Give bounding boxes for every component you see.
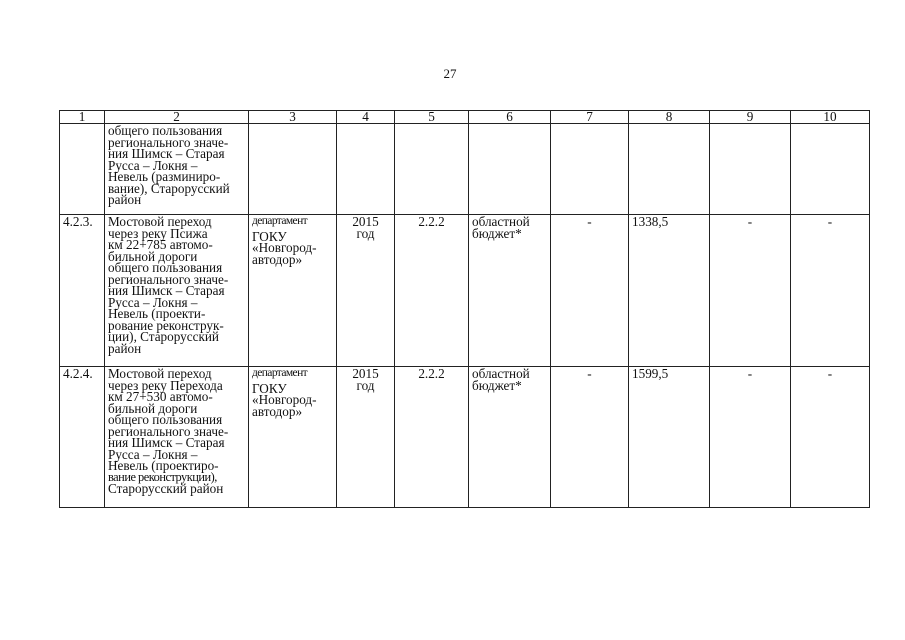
row-target bbox=[395, 124, 469, 215]
row-target: 2.2.2 bbox=[395, 367, 469, 508]
row-executor bbox=[249, 367, 337, 508]
row-number: 4.2.4. bbox=[60, 367, 105, 508]
row-source bbox=[469, 124, 551, 215]
table-row bbox=[60, 124, 870, 215]
executor-line: автодор» bbox=[252, 251, 303, 267]
name-line: район bbox=[108, 192, 142, 207]
table-row bbox=[60, 367, 870, 508]
name-line: общего пользования bbox=[108, 123, 223, 138]
name-line: рование реконструк- bbox=[108, 317, 224, 333]
header-cell: 4 bbox=[337, 111, 395, 124]
name-line: ния Шимск – Старая bbox=[108, 435, 225, 450]
name-line: Старорусский район bbox=[108, 481, 224, 496]
header-cell: 9 bbox=[710, 111, 791, 124]
name-line: регионального значе- bbox=[108, 134, 229, 150]
table-row bbox=[60, 215, 870, 367]
name-line: вание), Старорусский bbox=[108, 180, 230, 196]
name-line: через реку Перехода bbox=[108, 377, 223, 393]
name-line: общего пользования bbox=[108, 412, 223, 427]
row-source bbox=[469, 367, 551, 508]
header-cell: 1 bbox=[60, 111, 105, 124]
name-line: регионального значе- bbox=[108, 271, 229, 287]
name-line: Невель (проектиро- bbox=[108, 458, 219, 473]
name-line: бильной дороги bbox=[108, 248, 198, 264]
name-line: район bbox=[108, 340, 142, 356]
name-line: Мостовой переход bbox=[108, 366, 212, 381]
row-col9: - bbox=[710, 367, 791, 508]
row-col10: - bbox=[791, 215, 870, 367]
row-col7 bbox=[551, 124, 629, 215]
row-executor bbox=[249, 124, 337, 215]
name-line: Русса – Локня – bbox=[108, 157, 198, 173]
row-col10 bbox=[791, 124, 870, 215]
name-line: ния Шимск – Старая bbox=[108, 146, 225, 161]
header-cell: 6 bbox=[469, 111, 551, 124]
row-name bbox=[105, 124, 249, 215]
header-cell: 7 bbox=[551, 111, 629, 124]
name-line: ции), Старорусский bbox=[108, 329, 219, 344]
name-line: Невель (разминиро- bbox=[108, 169, 221, 184]
header-cell: 2 bbox=[105, 111, 249, 124]
header-cell: 10 bbox=[791, 111, 870, 124]
row-number bbox=[60, 124, 105, 215]
source-line: бюджет* bbox=[472, 225, 522, 241]
executor-line: «Новгород- bbox=[252, 392, 317, 407]
executor-line: «Новгород- bbox=[252, 240, 317, 255]
row-name bbox=[105, 215, 249, 367]
page-number: 27 bbox=[443, 66, 457, 81]
row-col10: - bbox=[791, 367, 870, 508]
name-line: км 22+785 автомо- bbox=[108, 237, 213, 252]
year-line: год bbox=[356, 377, 375, 393]
year-line: год bbox=[356, 225, 375, 241]
row-number: 4.2.3. bbox=[60, 215, 105, 367]
row-year bbox=[337, 367, 395, 508]
name-line: Невель (проекти- bbox=[108, 306, 206, 321]
name-line: км 27+530 автомо- bbox=[108, 389, 213, 404]
source-line: областной bbox=[472, 366, 530, 381]
name-line: вание реконструкции), bbox=[108, 469, 217, 484]
row-col9: - bbox=[710, 215, 791, 367]
header-cell: 5 bbox=[395, 111, 469, 124]
header-cell: 8 bbox=[629, 111, 710, 124]
row-source bbox=[469, 215, 551, 367]
row-col7: - bbox=[551, 215, 629, 367]
row-col7: - bbox=[551, 367, 629, 508]
name-line: бильной дороги bbox=[108, 400, 198, 416]
row-executor bbox=[249, 215, 337, 367]
year-line: 2015 bbox=[352, 366, 379, 381]
name-line: Русса – Локня – bbox=[108, 294, 198, 310]
row-target: 2.2.2 bbox=[395, 215, 469, 367]
header-cell: 3 bbox=[249, 111, 337, 124]
row-name bbox=[105, 367, 249, 508]
header-row bbox=[60, 111, 870, 124]
program-table bbox=[59, 110, 870, 508]
name-line: ния Шимск – Старая bbox=[108, 283, 225, 298]
source-line: областной bbox=[472, 214, 530, 229]
executor-line: ГОКУ bbox=[252, 228, 287, 244]
name-line: Мостовой переход bbox=[108, 214, 212, 229]
year-line: 2015 bbox=[352, 214, 379, 229]
row-year bbox=[337, 215, 395, 367]
row-col9 bbox=[710, 124, 791, 215]
executor-line: департамент bbox=[252, 367, 308, 379]
executor-line: ГОКУ bbox=[252, 380, 287, 396]
source-line: бюджет* bbox=[472, 377, 522, 393]
name-line: общего пользования bbox=[108, 260, 223, 275]
name-line: регионального значе- bbox=[108, 423, 229, 439]
row-year bbox=[337, 124, 395, 215]
row-col8: 1599,5 bbox=[629, 367, 710, 508]
name-line: через реку Псижа bbox=[108, 225, 208, 241]
row-col8: 1338,5 bbox=[629, 215, 710, 367]
row-col8 bbox=[629, 124, 710, 215]
executor-line: автодор» bbox=[252, 403, 303, 419]
name-line: Русса – Локня – bbox=[108, 446, 198, 462]
executor-line: департамент bbox=[252, 215, 308, 227]
